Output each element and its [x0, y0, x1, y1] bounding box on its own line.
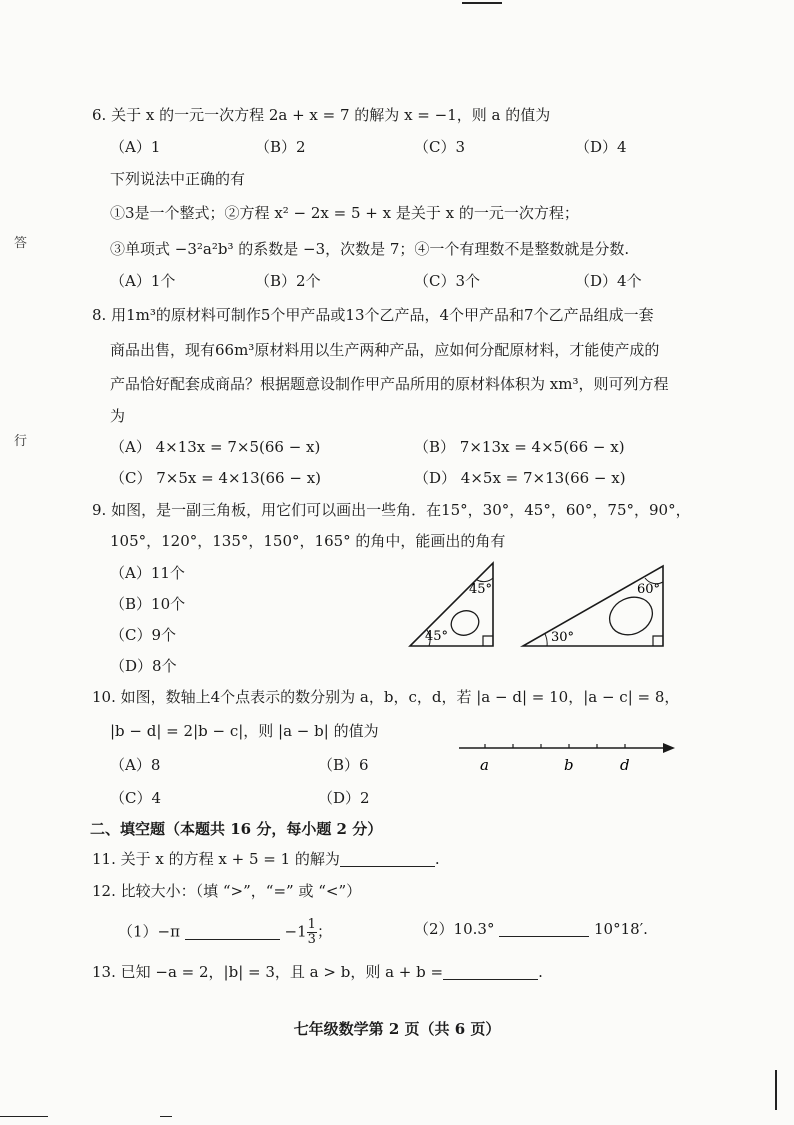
question-12: 12. 比较大小：（填 “>”，“=” 或 “<”）: [92, 882, 362, 900]
axis-point-d: d: [620, 756, 630, 774]
question-7-line-1: ①3是一个整式；②方程 x² − 2x = 5 + x 是关于 x 的一元一次方程；: [110, 204, 579, 222]
q7-option-c: （C）3个: [414, 272, 481, 290]
q10-option-c: （C）4: [110, 789, 162, 807]
angle-label-30: 30°: [551, 630, 575, 645]
q8-option-b: （B） 7×13x = 4×5(66 − x): [414, 438, 625, 456]
page-footer: 七年级数学第 2 页（共 6 页）: [293, 1020, 501, 1038]
side-mark-2: 行: [14, 434, 28, 449]
q10-option-b: （B）6: [318, 756, 369, 774]
question-8-line-4: 为: [110, 407, 126, 425]
triangle-30-60: [523, 566, 663, 646]
triangle-45-45: [410, 563, 493, 646]
q8-option-d: （D） 4×5x = 7×13(66 − x): [414, 469, 626, 487]
q12-p2-right: 10°18′.: [594, 920, 648, 938]
question-13-end: .: [538, 963, 543, 981]
question-11-text: 11. 关于 x 的方程 x + 5 = 1 的解为: [92, 850, 340, 868]
q12-p1-end: ；: [316, 922, 332, 941]
question-7-line-2: ③单项式 −3²a²b³ 的系数是 −3，次数是 7；④一个有理数不是整数就是分数.: [110, 240, 630, 258]
answer-blank-11[interactable]: [340, 850, 435, 867]
angle-label-45-top: 45°: [469, 582, 493, 597]
q9-option-a: （A）11个: [110, 564, 185, 582]
q12-p1-right-int: −1: [284, 922, 307, 941]
q12-p2-left: （2）10.3°: [414, 920, 495, 938]
q6-option-d: （D）4: [575, 138, 627, 156]
question-10-line-1: 10. 如图，数轴上4个点表示的数分别为 a，b，c，d，若 |a − d| = 10，|a − c| = 8，: [92, 688, 680, 706]
fraction-numerator: 1: [307, 917, 316, 932]
axis-point-a: a: [480, 756, 489, 774]
q9-option-b: （B）10个: [110, 595, 186, 613]
question-10-line-2: |b − d| = 2|b − c|，则 |a − b| 的值为: [110, 722, 379, 740]
q6-option-c: （C）3: [414, 138, 466, 156]
fraction-denominator: 3: [307, 932, 316, 947]
side-mark-1: 答: [14, 236, 28, 251]
angle-label-45-left: 45°: [425, 629, 449, 644]
question-9-line-1: 9. 如图，是一副三角板，用它们可以画出一些角．在15°，30°，45°，60°，75°，90°，: [92, 501, 691, 519]
q7-option-a: （A）1个: [110, 272, 176, 290]
answer-blank-12-1[interactable]: [185, 923, 280, 940]
q9-option-c: （C）9个: [110, 626, 177, 644]
q9-option-d: （D）8个: [110, 657, 177, 675]
answer-blank-13[interactable]: [443, 963, 538, 980]
q7-option-d: （D）4个: [575, 272, 642, 290]
question-8-line-2: 商品出售，现有66m³原材料用以生产两种产品，应如何分配原材料，才能使产成的: [110, 341, 660, 359]
question-9-line-2: 105°，120°，135°，150°，165° 的角中，能画出的角有: [110, 532, 506, 550]
arrow-right-icon: [663, 743, 675, 753]
question-13: [92, 961, 543, 982]
scan-mark-bottom-2: [160, 1116, 172, 1117]
q6-option-a: （A）1: [110, 138, 161, 156]
number-line-figure: [455, 738, 680, 778]
q8-option-c: （C） 7×5x = 4×13(66 − x): [110, 469, 322, 487]
scan-mark-right-edge: [775, 1070, 777, 1110]
section-heading-fill-in: 二、填空题（本题共 16 分，每小题 2 分）: [90, 820, 383, 838]
question-7-stem: 下列说法中正确的有: [110, 170, 246, 188]
question-11: [92, 848, 440, 869]
q10-option-a: （A）8: [110, 756, 161, 774]
q8-option-a: （A） 4×13x = 7×5(66 − x): [110, 438, 321, 456]
question-12-part-1: [118, 918, 332, 947]
axis-point-b: b: [564, 756, 574, 774]
question-13-text: 13. 已知 −a = 2，|b| = 3，且 a > b，则 a + b =: [92, 963, 444, 981]
question-6: 6. 关于 x 的一元一次方程 2a + x = 7 的解为 x = −1，则 a 的值为: [92, 106, 551, 124]
scan-mark-bottom-1: [0, 1116, 48, 1117]
q6-option-b: （B）2: [255, 138, 306, 156]
question-12-part-2: [414, 918, 648, 939]
question-8-line-1: 8. 用1m³的原材料可制作5个甲产品或13个乙产品，4个甲产品和7个乙产品组成一套: [92, 306, 654, 324]
question-11-end: .: [434, 850, 440, 868]
fraction-one-third: [307, 918, 317, 947]
q7-option-b: （B）2个: [255, 272, 321, 290]
question-8-line-3: 产品恰好配套成商品？根据题意设制作甲产品所用的原材料体积为 xm³，则可列方程: [110, 375, 669, 393]
answer-blank-12-2[interactable]: [499, 920, 589, 937]
triangle-set-figure: [405, 558, 675, 650]
angle-label-60: 60°: [637, 582, 661, 597]
scan-mark-top: [462, 2, 502, 4]
q10-option-d: （D）2: [318, 789, 370, 807]
q12-p1-left: （1）−π: [118, 922, 180, 941]
